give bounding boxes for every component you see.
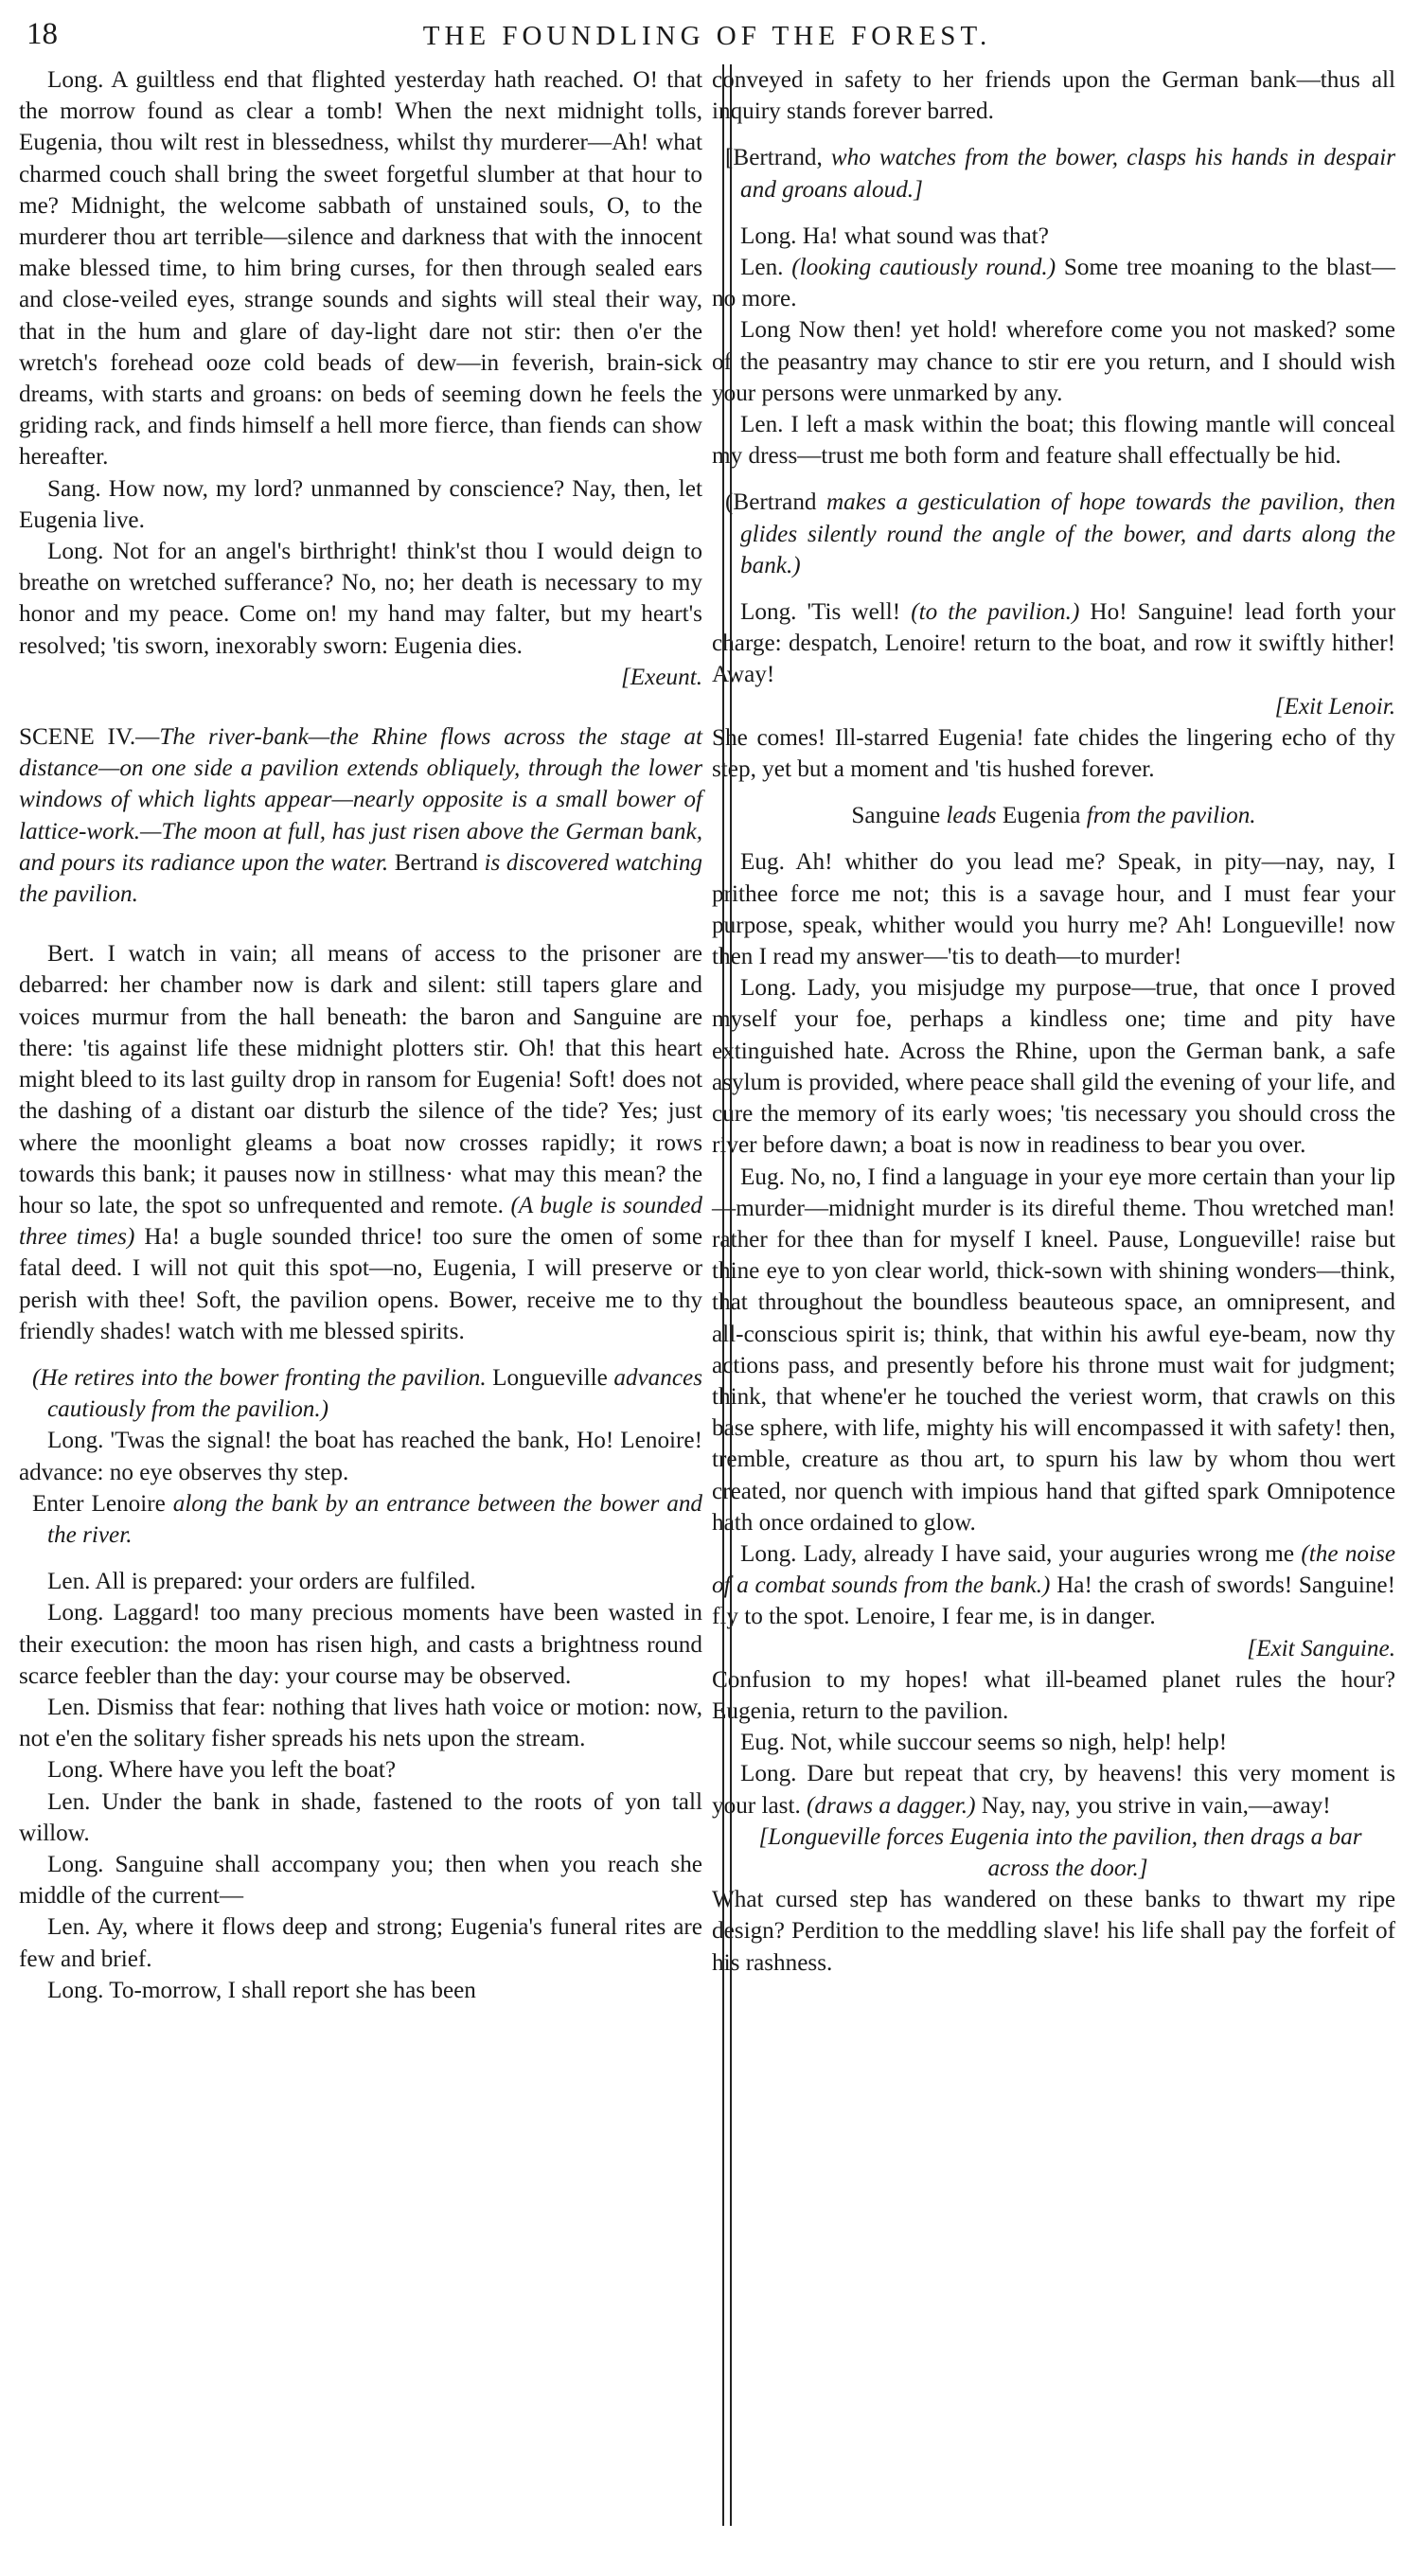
- speech-paragraph: Long. To-morrow, I shall report she has been: [47, 1977, 476, 2003]
- speech-paragraph: [712, 1758, 1395, 1821]
- speech-text: Nay, nay, you strive in vain,—away!: [981, 1792, 1331, 1819]
- speech-text: Long. Not for an angel's birthright! think'st thou I would deign to breathe on wretched sufferance? No, no; her death is necessary to my honor and my peace. Come on! my hand may falter, but my heart's resolved; 'tis sworn, inexorably sworn: Eugenia dies.: [19, 539, 702, 659]
- stage-direction: [Longueville forces Eugenia into the pavilion, then drags a bar across the door.]: [758, 1823, 1362, 1881]
- scene-direction: The river-bank—the Rhine flows across the stage at distance—on one side a pavilion extends obliquely, through the lower windows of which lights appear—nearly opposite is a small bower of lattice-work.—The moon at full, has just risen above the German bank, and pours its radiance upon the water.: [19, 724, 702, 876]
- speech-text: Long. 'Tis well!: [740, 599, 901, 626]
- page-header: [19, 13, 1395, 64]
- stage-direction: [712, 142, 1395, 204]
- scene-heading: [19, 721, 702, 910]
- speech-paragraph: Long. 'Twas the signal! the boat has reached the bank, Ho! Lenoire! advance: no eye observes thy step.: [19, 1428, 702, 1485]
- direction-text: (He retires into the bower fronting the pavilion.: [32, 1364, 487, 1391]
- direction-character: (Bertrand: [725, 489, 817, 516]
- speech-paragraph: Long. Where have you left the boat?: [47, 1757, 397, 1784]
- speech-paragraph: [19, 536, 702, 662]
- speech-paragraph: Long. Laggard! too many precious moments have been wasted in their execution: the moon has risen high, and casts a brightness round scarce feebler than the day: your course may be observed.: [19, 1600, 702, 1689]
- direction-character: Longueville: [492, 1364, 608, 1391]
- left-column: [19, 64, 702, 2006]
- stage-direction: (A bugle is sounded three times): [19, 1192, 702, 1251]
- speech-text: Ha! the crash of swords! Sanguine! fly to the spot. Lenoire, I fear me, is in danger.: [712, 1572, 1395, 1630]
- enter-direction: along the bank by an entrance between the bower and the river.: [47, 1490, 703, 1548]
- speech-text: Ha! a bugle sounded thrice! too sure the omen of some fatal deed. I will not quit this spot—no, Eugenia, I will preserve or perish with thee! Soft, the pavilion opens. Bower, receive me to thy friendly shades! watch with me blessed spirits.: [19, 1224, 702, 1344]
- entrance-direction: [19, 1488, 702, 1551]
- stage-direction: [712, 800, 1395, 831]
- speech-paragraph: Confusion to my hopes! what ill-beamed planet rules the hour? Eugenia, return to the pavilion.: [712, 1666, 1395, 1724]
- stage-direction: [712, 487, 1395, 581]
- right-column: [712, 64, 1395, 2006]
- speech-paragraph: Eug. Not, while succour seems so nigh, help! help!: [740, 1730, 1228, 1756]
- speech-paragraph: What cursed step has wandered on these banks to thwart my ripe design? Perdition to the meddling slave! his life shall pay the forfeit of his rashness.: [712, 1887, 1395, 1976]
- page-number: 18: [27, 17, 58, 51]
- speech-paragraph: [19, 938, 702, 1347]
- speech-paragraph: Len. Dismiss that fear: nothing that lives hath voice or motion: now, not e'en the solitary fisher spreads his nets upon the stream.: [19, 1694, 702, 1752]
- direction-character: [Bertrand,: [725, 145, 823, 171]
- scene-direction-tail: is discovered watching the pavilion.: [19, 849, 703, 908]
- stage-exit: [Exit Sanguine.: [1247, 1635, 1395, 1661]
- direction-character: Sanguine: [851, 803, 941, 829]
- stage-direction: (draws a dagger.): [807, 1792, 976, 1819]
- speech-text: Some tree moaning to the blast—no more.: [712, 255, 1395, 312]
- speech-paragraph: Eug. Ah! whither do you lead me? Speak, in pity—nay, nay, I prithee force me not; this is a savage hour, and I must fear your purpose, speak, whither would you hurry me? Ah! Longueville! now then I read my answer—'tis to death—to murder!: [712, 849, 1395, 970]
- stage-direction: (to the pavilion.): [911, 599, 1080, 626]
- speech-paragraph: Long. Lady, you misjudge my purpose—true, that once I proved myself your foe, perhaps a kindless one; time and pity have extinguished hate. Across the Rhine, upon the German bank, a safe asylum is provided, where peace shall gild the evening of your life, and cure the memory of its early woes; 'tis necessary you should cross the river before dawn; a boat is now in readiness to bear you over.: [712, 975, 1395, 1159]
- direction-text: makes a gesticulation of hope towards the pavilion, then glides silently round the angle of the bower, and darts along the bank.): [740, 489, 1395, 578]
- enter-word: Enter: [32, 1490, 84, 1517]
- scene-character: Bertrand: [394, 849, 478, 876]
- continued-paragraph: conveyed in safety to her friends upon the German bank—thus all inquiry stands forever barred.: [712, 67, 1395, 125]
- speech-paragraph: Len. Ay, where it flows deep and strong; Eugenia's funeral rites are few and brief.: [19, 1914, 702, 1972]
- speech-text: Long. Dare but repeat that cry, by heavens! this very moment is your last.: [712, 1761, 1395, 1819]
- speech-text: Bert. I watch in vain; all means of access to the prisoner are debarred: her chamber now is dark and silent: still tapers glare and voices murmur from the hall beneath: the baron and Sanguine are there: 'tis against life these midnight plotters stir. Oh! that this heart might bleed to its last guilty drop in ransom for Eugenia! Soft! does not the dashing of a distant oar disturb the silence of the tide? Yes; just where the moonlight gleams a boat now crosses rapidly; it rows towards this bank; it pauses now in stillness· what may this mean? the hour so late, the spot so unfrequented and remote.: [19, 941, 702, 1218]
- speech-paragraph: Long. Sanguine shall accompany you; then when you reach she middle of the current—: [19, 1851, 702, 1910]
- speech-paragraph: [712, 252, 1395, 314]
- text-columns: [19, 64, 1395, 2006]
- direction-text: who watches from the bower, clasps his hands in despair and groans aloud.]: [740, 145, 1395, 203]
- stage-exit: [Exit Lenoir.: [1274, 693, 1395, 720]
- speech-paragraph: Long Now then! yet hold! wherefore come you not masked? some of the peasantry may chance to stir ere you return, and I should wish your persons were unmarked by any.: [712, 317, 1395, 406]
- speech-paragraph: She comes! Ill-starred Eugenia! fate chides the lingering echo of thy step, yet but a moment and 'tis hushed forever.: [712, 724, 1395, 783]
- speech-paragraph: Len. Under the bank in shade, fastened to the roots of yon tall willow.: [19, 1788, 702, 1846]
- speech-paragraph: Eug. No, no, I find a language in your eye more certain than your lip—murder—midnight murder is its direful theme. Thou wretched man! rather for thee than for myself I kneel. Pause, Longueville! raise but thine eye to yon clear world, thick-sown with shining wonders—think, that throughout the boundless beauteous space, an omnipresent, and all-conscious spirit is; think, that within his awful eye-beam, now thy actions pass, and presently before his throne must wait for judgment; think, that whene'er he touched the veriest worm, that crawls on this base sphere, with life, mighty his will encompassed it with safety! then, tremble, creature as thou art, to spurn his law by whom thou wert created, nor quench with impious hand that gifted spark Omnipotence hath once ordained to glow.: [712, 1164, 1395, 1536]
- speech-paragraph: Len. I left a mask within the boat; this flowing mantle will conceal my dress—trust me both form and feature shall effectually be hid.: [712, 412, 1395, 470]
- direction-character: Eugenia: [1002, 803, 1081, 829]
- speech-paragraph: Long. Ha! what sound was that?: [740, 222, 1049, 249]
- speech-text: Ho! Sanguine! lead forth your charge: despatch, Lenoire! return to the boat, and row it swiftly hither! Away!: [712, 599, 1396, 688]
- stage-direction: (looking cautiously round.): [791, 255, 1056, 281]
- enter-character: Lenoire: [91, 1490, 166, 1517]
- direction-text: leads: [946, 803, 997, 829]
- column-divider: [722, 64, 732, 2526]
- speech-paragraph: Len. All is prepared: your orders are fulfiled.: [47, 1569, 476, 1595]
- stage-direction: [19, 1362, 702, 1425]
- stage-direction: (the noise of a combat sounds from the bank.): [712, 1540, 1395, 1599]
- running-title: THE FOUNDLING OF THE FOREST.: [422, 21, 992, 51]
- direction-text: advances cautiously from the pavilion.): [47, 1364, 703, 1423]
- speech-paragraph: [712, 1538, 1395, 1633]
- speech-paragraph: Sang. How now, my lord? unmanned by conscience? Nay, then, let Eugenia live.: [19, 475, 702, 533]
- speech-text: Long. Lady, already I have said, your auguries wrong me: [740, 1540, 1295, 1567]
- stage-exit: [Exeunt.: [620, 664, 702, 690]
- speech-paragraph: Long. A guiltless end that flighted yesterday hath reached. O! that the morrow found as clear a tomb! When the next midnight tolls, Eugenia, thou wilt rest in blessedness, whilst thy murderer—Ah! what charmed couch shall bring the sweet forgetful slumber at that hour to me? Midnight, the welcome sabbath of unstained souls, O, to the murderer thou art terrible—silence and darkness that with the innocent make blessed time, to him bring curses, for then through sealed ears and close-veiled eyes, strange sounds and sights will steal their way, that in the hum and glare of day-light dare not stir: then o'er the wretch's forehead ooze cold beads of dew—in feverish, brain-sick dreams, with starts and groans: on beds of seeming down he feels the griding rack, and finds himself a hell more fierce, than fiends can show hereafter.: [19, 67, 702, 471]
- direction-text: from the pavilion.: [1086, 803, 1256, 829]
- scene-number: SCENE IV.—: [19, 724, 160, 751]
- speech-paragraph: [712, 596, 1395, 691]
- speaker: Len.: [740, 255, 784, 281]
